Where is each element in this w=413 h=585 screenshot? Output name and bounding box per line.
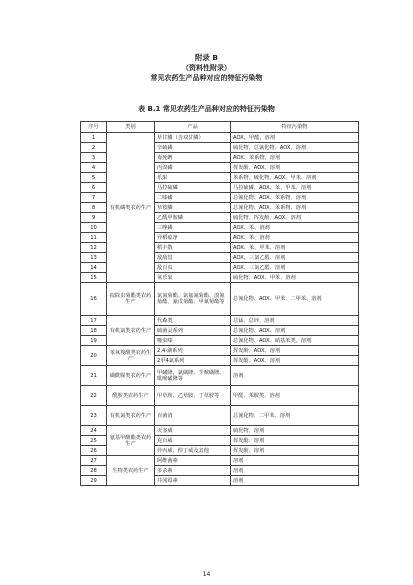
product-cell: 毒死蜱	[155, 153, 231, 163]
product-cell: 敌百虫	[155, 263, 231, 273]
pollutant-cell: 溶剂	[231, 366, 359, 386]
pollutant-cell: 马拉硫磷、AOX、苯、甲苯、溶剂	[231, 183, 359, 193]
row-number: 2	[81, 143, 107, 153]
table-row	[81, 346, 359, 356]
pollutant-cell: AOX、甲醛、溶剂	[231, 133, 359, 143]
row-number: 29	[81, 476, 107, 486]
pollutant-cell: 挥发酚、AOX、溶剂	[231, 356, 359, 366]
product-cell: 氧乐果	[155, 273, 231, 283]
pollutant-cell: 总氰化物、AOX、甲苯、二甲苯、溶剂	[231, 283, 359, 316]
column-header: 特征污染物	[231, 122, 359, 133]
product-cell: 甲磺隆、氯磺隆、苄嘧磺隆、吡嘧磺隆等	[155, 366, 231, 386]
table-row	[81, 456, 359, 466]
pollutant-cell: AOX、苯、溶剂	[231, 233, 359, 243]
row-number: 18	[81, 326, 107, 336]
table-row	[81, 316, 359, 326]
product-cell: 氯氰菊酯、氯氟氰菊酯、溴氰菊酯、氰戊菊酯、甲氰菊酯等	[155, 283, 231, 316]
category-cell: 生物类农药生产	[107, 456, 155, 486]
pollutant-cell: 总氰化物、AOX、溶剂	[231, 326, 359, 336]
row-number: 9	[81, 213, 107, 223]
appendix-heading: 附录 B	[195, 53, 218, 62]
product-cell: 噻虫嗪	[155, 336, 231, 346]
pollutant-cell: 甲醛、苯胺类、溶剂	[231, 386, 359, 406]
pollutant-cell: 硫化物、AOX、甲苯、溶剂	[231, 273, 359, 283]
column-header: 产品	[155, 122, 231, 133]
table-row	[81, 406, 359, 426]
pollutant-cell: 溶剂	[231, 476, 359, 486]
product-cell: 克百威	[155, 436, 231, 446]
row-number: 24	[81, 426, 107, 436]
category-cell: 苯氧羧酸类农药生产	[107, 346, 155, 366]
row-number: 17	[81, 316, 107, 326]
pollutant-table	[80, 121, 359, 486]
pollutant-cell: AOX、苯、甲苯、溶剂	[231, 243, 359, 253]
row-number: 26	[81, 446, 107, 456]
category-cell: 磺酰脲类农药生产	[107, 366, 155, 386]
page-number: 14	[202, 571, 211, 578]
category-cell: 有机氮类农药生产	[107, 406, 155, 426]
row-number: 22	[81, 386, 107, 406]
table-row	[81, 283, 359, 316]
product-cell: 敌敌畏	[155, 253, 231, 263]
product-cell: 草甘膦（含双甘膦）	[155, 133, 231, 143]
table-body	[81, 133, 359, 486]
product-cell: 草铵膦	[155, 203, 231, 213]
product-cell: 代森类	[155, 316, 231, 326]
appendix-title: 常见农药生产品种对应的特征污染物	[150, 74, 263, 82]
category-cell: 氨基甲酸酯类农药生产	[107, 426, 155, 456]
pollutant-cell: 总氰化物、二甲苯、溶剂	[231, 406, 359, 426]
row-number: 4	[81, 163, 107, 173]
pollutant-cell: 总锰、总锌、溶剂	[231, 316, 359, 326]
pollutant-cell: 硫化物、挥发酚、AOX、溶剂	[231, 213, 359, 223]
product-cell: 异稻瘟净	[155, 233, 231, 243]
pollutant-cell: AOX、三氯乙醛、溶剂	[231, 253, 359, 263]
pollutant-cell: 挥发酚、AOX、溶剂	[231, 346, 359, 356]
pollutant-cell: 总氰化物、AOX、苯系物、溶剂	[231, 203, 359, 213]
column-header: 类别	[107, 122, 155, 133]
product-cell: 2甲4氯系列	[155, 356, 231, 366]
row-number: 7	[81, 193, 107, 203]
pollutant-cell: 硫化物、总氰化物、AOX、溶剂	[231, 143, 359, 153]
product-cell: 三唑磷	[155, 223, 231, 233]
product-cell: 乐果	[155, 173, 231, 183]
category-cell: 酰胺类农药生产	[107, 386, 155, 406]
pollutant-cell: AOX、苯系物、溶剂	[231, 153, 359, 163]
row-number: 28	[81, 466, 107, 476]
row-number: 19	[81, 336, 107, 346]
pollutant-cell: AOX、苯、溶剂	[231, 223, 359, 233]
table-header-row	[81, 122, 359, 133]
row-number: 12	[81, 243, 107, 253]
product-cell: 硫菌灵系列	[155, 326, 231, 336]
product-cell: 百菌清	[155, 406, 231, 426]
row-number: 20	[81, 346, 107, 366]
product-cell: 灭多威	[155, 426, 231, 436]
pollutant-cell: 挥发酚、AOX、溶剂	[231, 163, 359, 173]
product-cell: 多杀素	[155, 466, 231, 476]
product-cell: 丙溴磷	[155, 163, 231, 173]
product-cell: 马拉硫磷	[155, 183, 231, 193]
category-cell: 有机磷类农药生产	[107, 133, 155, 283]
pollutant-cell: 挥发酚、溶剂	[231, 436, 359, 446]
row-number: 8	[81, 203, 107, 213]
pollutant-cell: 硫化物、溶剂	[231, 426, 359, 436]
row-number: 25	[81, 436, 107, 446]
row-number: 13	[81, 253, 107, 263]
appendix-note: （资料性附录）	[182, 64, 231, 72]
product-cell: 稻丰散	[155, 243, 231, 253]
row-number: 3	[81, 153, 107, 163]
product-cell: 阿维菌素	[155, 456, 231, 466]
pollutant-cell: 苯系物、硫化物、AOX、甲苯、溶剂	[231, 173, 359, 183]
table-row	[81, 386, 359, 406]
row-number: 15	[81, 273, 107, 283]
pollutant-cell: 总氰化物、AOX、硝基苯类、溶剂	[231, 336, 359, 346]
row-number: 27	[81, 456, 107, 466]
table-row	[81, 426, 359, 436]
category-cell: 有机氯类农药生产	[107, 316, 155, 346]
product-cell: 异丙威、仲丁威及其他	[155, 446, 231, 456]
product-cell: 辛硫磷	[155, 143, 231, 153]
row-number: 14	[81, 263, 107, 273]
pollutant-cell: AOX、三氯乙醛、溶剂	[231, 263, 359, 273]
row-number: 11	[81, 233, 107, 243]
pollutant-cell: 总氰化物、AOX、苯系物、溶剂	[231, 193, 359, 203]
pollutant-cell: 溶剂	[231, 456, 359, 466]
row-number: 10	[81, 223, 107, 233]
product-cell: 乙酰甲胺磷	[155, 213, 231, 223]
row-number: 23	[81, 406, 107, 426]
row-number: 5	[81, 173, 107, 183]
row-number: 21	[81, 366, 107, 386]
row-number: 16	[81, 283, 107, 316]
category-cell: 拟除虫菊酯类农药生产	[107, 283, 155, 316]
pollutant-cell: 挥发酚、溶剂	[231, 446, 359, 456]
table-row	[81, 133, 359, 143]
table-caption: 表 B.1 常见农药生产品种对应的特征污染物	[138, 105, 275, 113]
product-cell: 甲草胺、乙草胺、丁草胺等	[155, 386, 231, 406]
table-row	[81, 366, 359, 386]
row-number: 6	[81, 183, 107, 193]
row-number: 1	[81, 133, 107, 143]
column-header: 序号	[81, 122, 107, 133]
product-cell: 二嗪磷	[155, 193, 231, 203]
product-cell: 2,4-滴系列	[155, 346, 231, 356]
product-cell: 井冈霉素	[155, 476, 231, 486]
pollutant-cell: 溶剂	[231, 466, 359, 476]
